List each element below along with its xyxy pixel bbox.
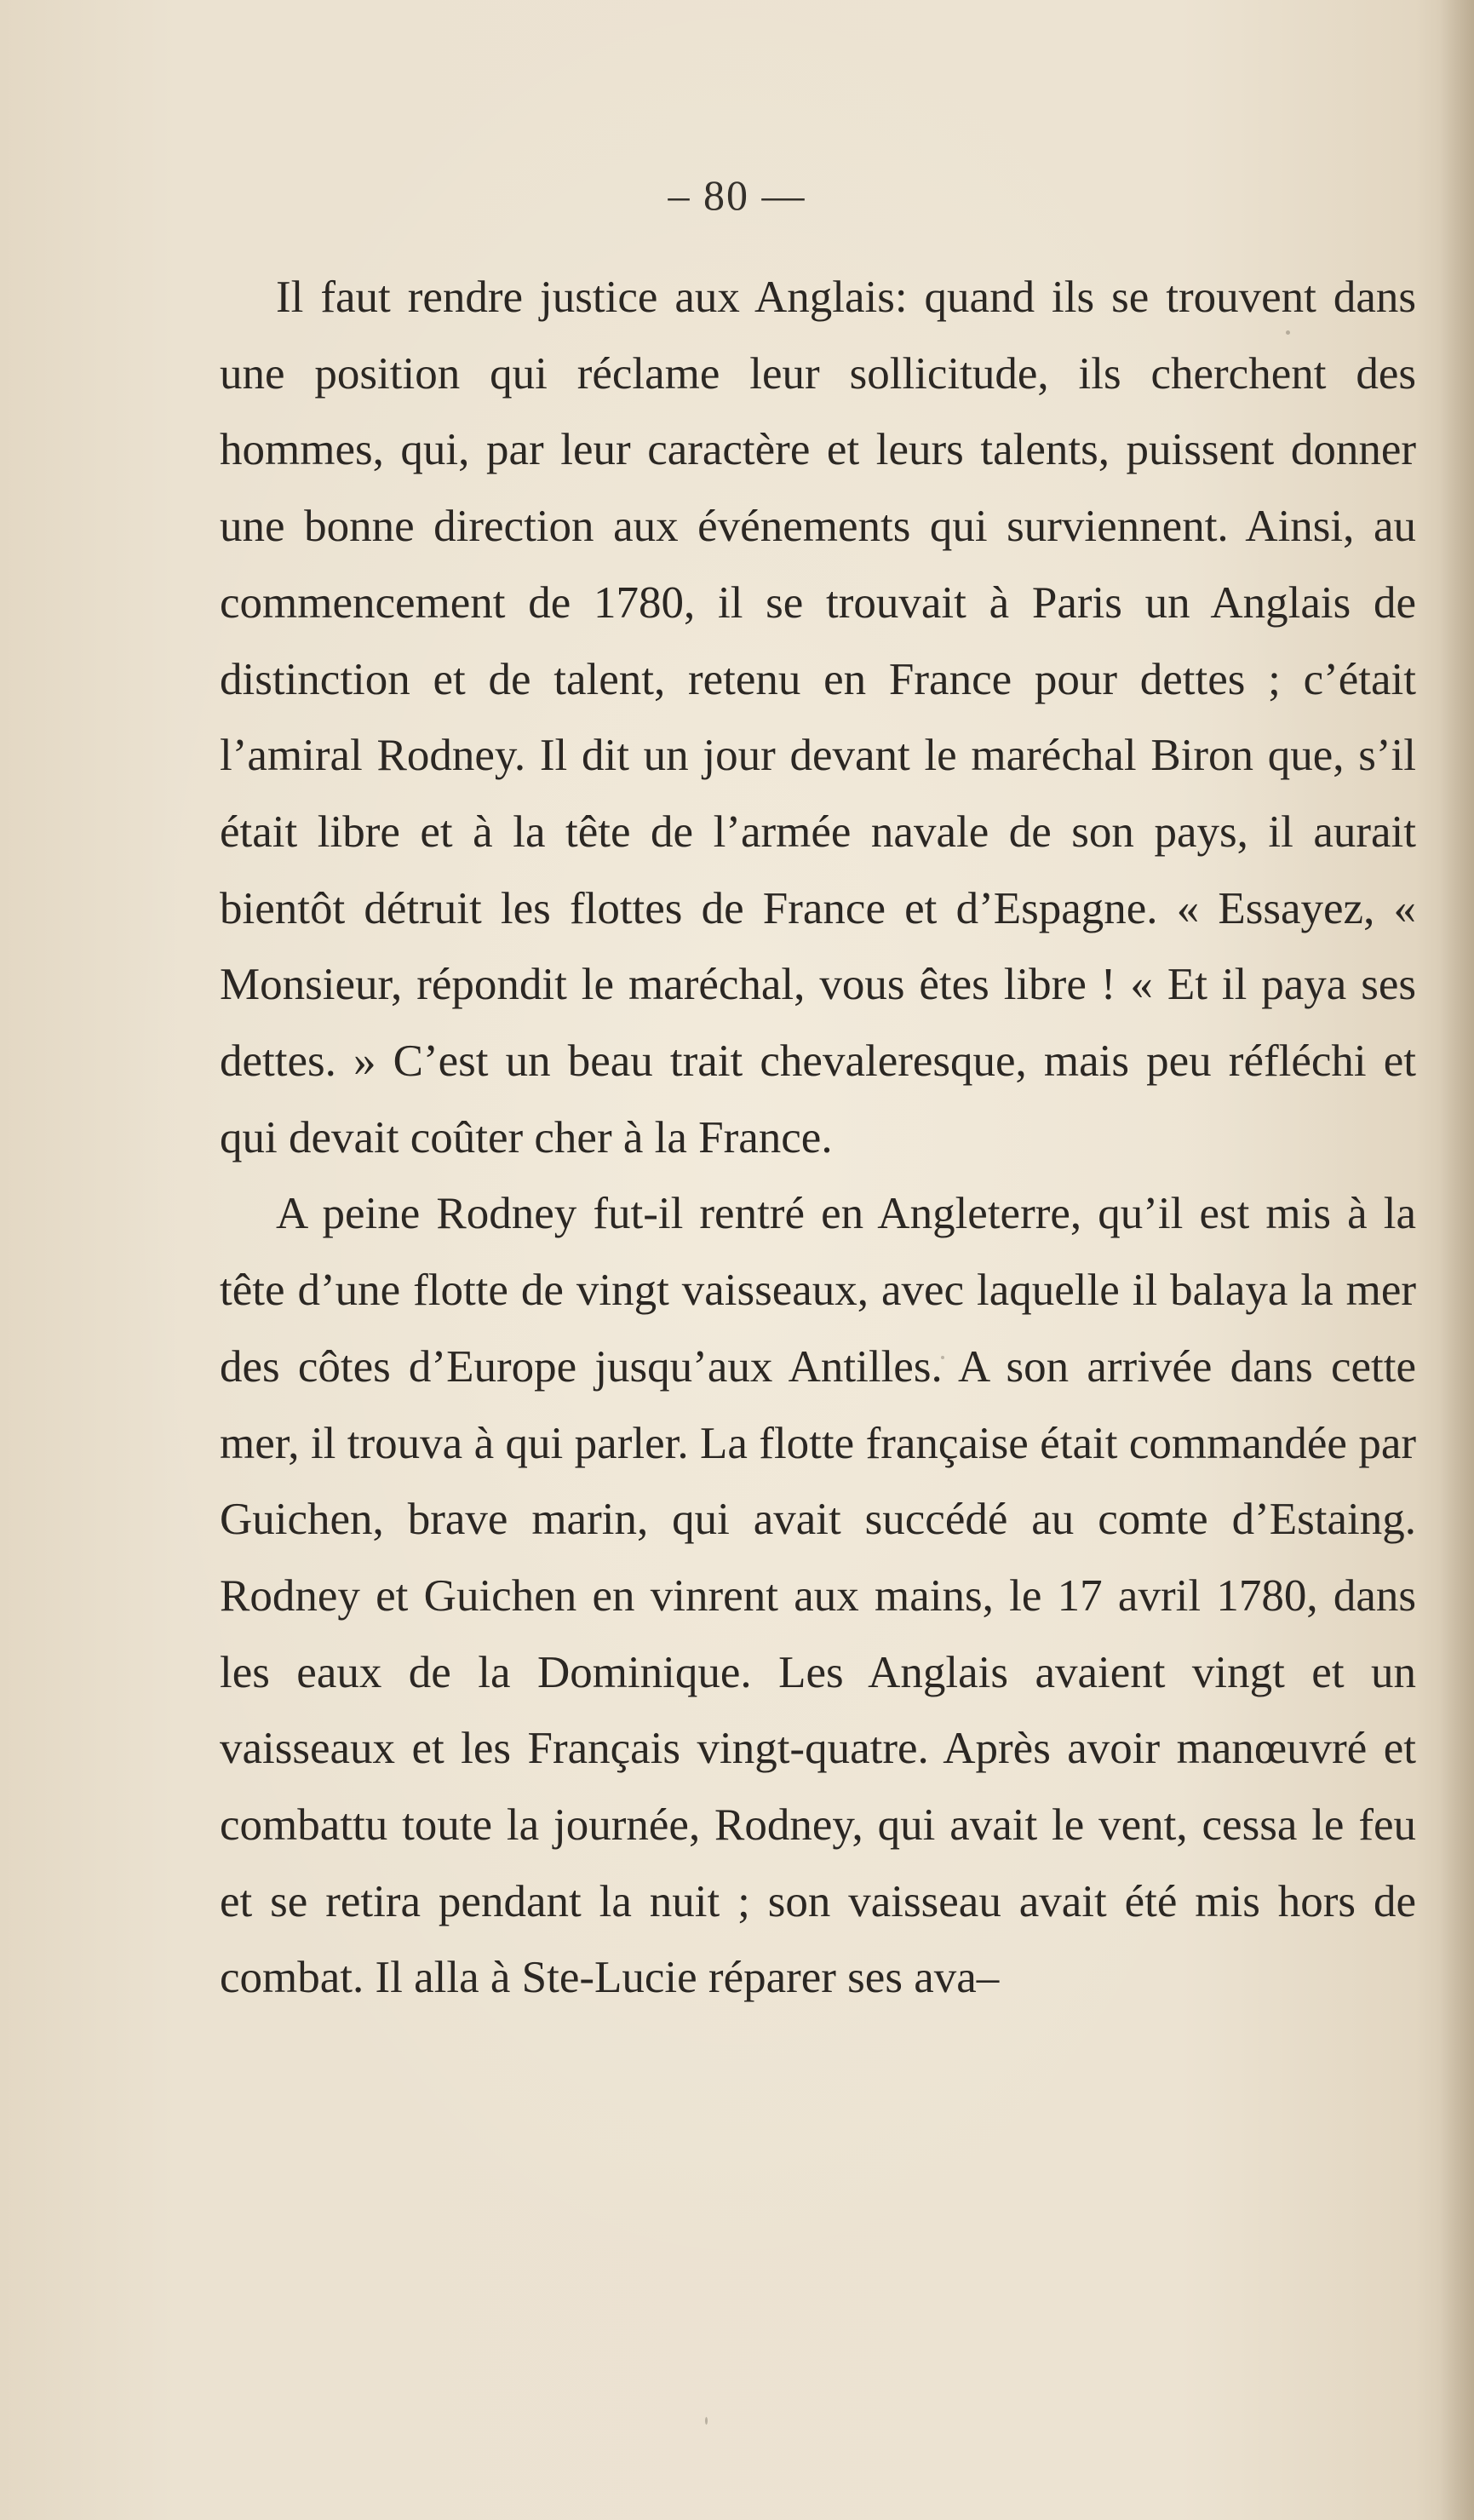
paper-speck [941, 1356, 944, 1359]
page-edge-shadow [1440, 0, 1474, 2520]
paper-speck [705, 2417, 708, 2425]
page-number: – 80 — [668, 171, 806, 219]
paragraph-2: A peine Rodney fut-il rentré en Angleterre, qu’il est mis à la tête d’une flotte de vingt vaisseaux, avec laquelle il balaya la mer des côtes d’Europe jusqu’aux Antilles. A son arrivée dans cette mer, il trouva à qui parler. La flotte française était commandée par Guichen, brave marin, qui avait succédé au comte d’Estaing. Rodney et Guichen en vinrent aux mains, le 17 avril 1780, dans les eaux de la Dominique. Les Anglais avaient vingt et un vaisseaux et les Français vingt-quatre. Après avoir manœuvré et combattu toute la journée, Rodney, qui avait le vent, cessa le feu et se retira pendant la nuit ; son vaisseau avait été mis hors de combat. Il alla à Ste-Lucie réparer ses ava– [220, 1189, 1416, 2003]
body-text [220, 260, 1416, 2017]
paragraph-1: Il faut rendre justice aux Anglais: quand ils se trouvent dans une position qui réclame leur sollicitude, ils cherchent des hommes, qui, par leur caractère et leurs talents, puissent donner une bonne direction aux événements qui surviennent. Ainsi, au commencement de 1780, il se trouvait à Paris un Anglais de distinction et de talent, retenu en France pour dettes ; c’était l’amiral Rodney. Il dit un jour devant le maréchal Biron que, s’il était libre et à la tête de l’armée navale de son pays, il aurait bientôt détruit les flottes de France et d’Espagne. « Essayez, « Monsieur, répondit le maréchal, vous êtes libre ! « Et il paya ses dettes. » C’est un beau trait chevaleresque, mais peu réfléchi et qui devait coûter cher à la France. [220, 273, 1416, 1162]
paper-speck [1286, 330, 1290, 335]
